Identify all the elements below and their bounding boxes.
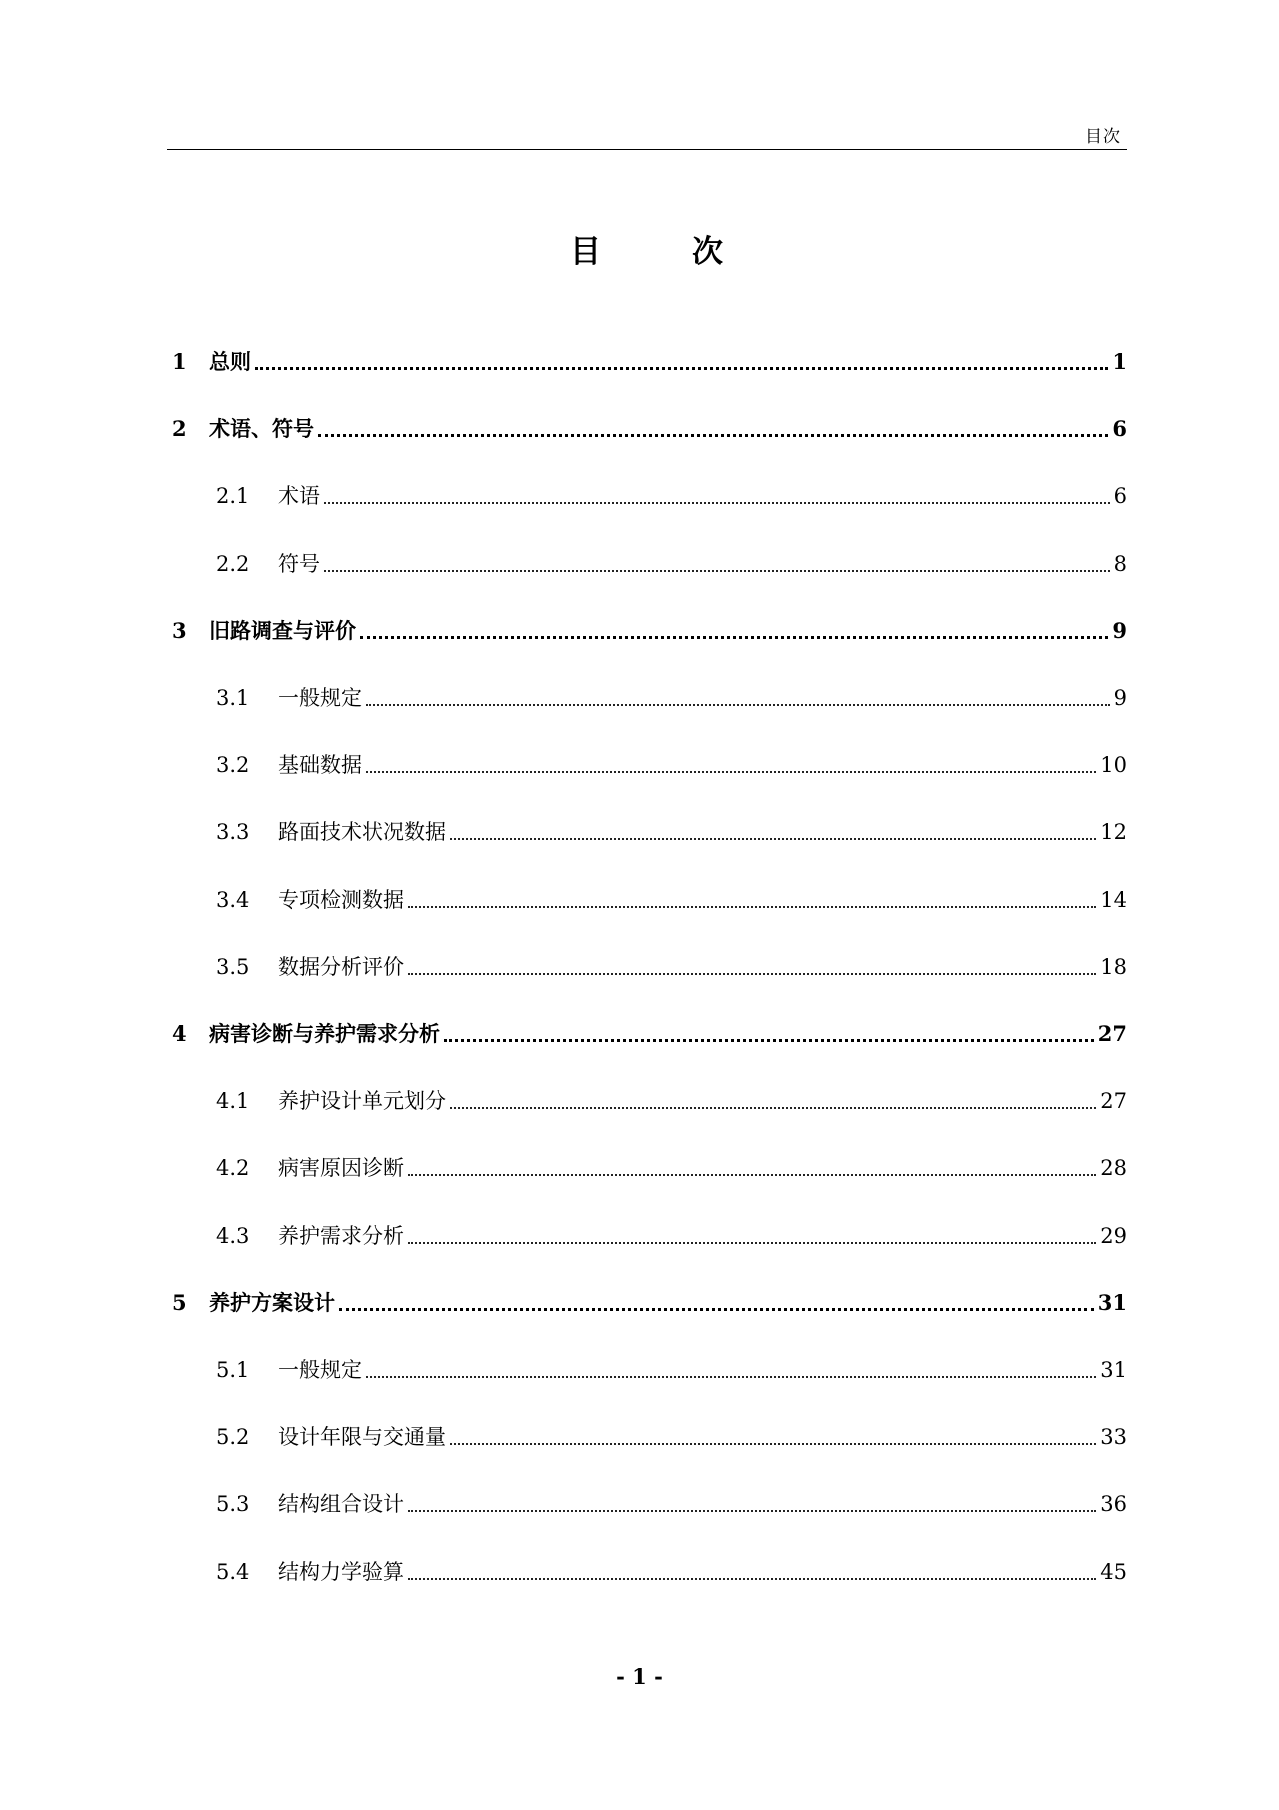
toc-entry-2-1[interactable] [167, 469, 1127, 509]
toc-entry-1[interactable] [167, 335, 1127, 375]
toc-entry-label: 基础数据 [278, 753, 362, 778]
toc-entry-label: 养护设计单元划分 [278, 1089, 446, 1114]
toc-entry-page-number: 10 [1100, 753, 1127, 778]
toc-dot-leader [339, 1308, 1094, 1311]
toc-entry-page-number: 6 [1112, 416, 1127, 442]
toc-dot-leader [360, 636, 1108, 639]
toc-dot-leader [408, 973, 1096, 975]
toc-entry-number: 5 [172, 1289, 187, 1315]
toc-entry-4-2[interactable] [167, 1141, 1127, 1181]
toc-entry-label: 总则 [209, 350, 251, 374]
running-header-title: 目次 [1085, 127, 1121, 147]
toc-entry-3-1[interactable] [167, 671, 1127, 711]
toc-entry-4-3[interactable] [167, 1209, 1127, 1249]
toc-dot-leader [408, 1578, 1096, 1580]
toc-entry-page-number: 27 [1100, 1089, 1127, 1114]
toc-entry-2-2[interactable] [167, 537, 1127, 577]
toc-dot-leader [366, 704, 1110, 706]
toc-dot-leader [408, 906, 1096, 908]
toc-dot-leader [450, 838, 1096, 840]
toc-dot-leader [408, 1174, 1096, 1176]
page-title: 目 次 [570, 234, 753, 270]
toc-entry-page-number: 31 [1097, 1289, 1127, 1315]
toc-entry-page-number: 45 [1100, 1559, 1127, 1584]
toc-entry-number: 3.3 [216, 820, 250, 845]
toc-entry-number: 5.1 [216, 1358, 250, 1382]
toc-entry-number: 1 [172, 349, 187, 374]
toc-entry-label: 设计年限与交通量 [278, 1425, 446, 1450]
toc-entry-number: 4.1 [216, 1089, 250, 1114]
toc-entry-3-2[interactable] [167, 738, 1127, 778]
toc-entry-number: 5.3 [216, 1492, 250, 1517]
toc-entry-5-1[interactable] [167, 1343, 1127, 1383]
toc-entry-3-4[interactable] [167, 873, 1127, 913]
toc-entry-page-number: 31 [1100, 1358, 1127, 1382]
toc-dot-leader [366, 771, 1096, 773]
toc-entry-5-2[interactable] [167, 1410, 1127, 1450]
toc-entry-5-3[interactable] [167, 1477, 1127, 1517]
toc-entry-page-number: 6 [1113, 484, 1127, 509]
toc-entry-page-number: 8 [1113, 551, 1127, 576]
toc-entry-page-number: 18 [1100, 954, 1127, 979]
toc-entry-page-number: 12 [1100, 820, 1127, 845]
toc-entry-number: 2.1 [216, 484, 250, 509]
toc-entry-label: 专项检测数据 [278, 887, 404, 912]
toc-entry-3-5[interactable] [167, 940, 1127, 980]
page-number-footer: - 1 - [616, 1664, 663, 1689]
toc-entry-label: 结构组合设计 [278, 1492, 404, 1517]
toc-entry-page-number: 36 [1100, 1492, 1127, 1517]
toc-entry-label: 病害诊断与养护需求分析 [209, 1022, 440, 1046]
toc-entry-label: 一般规定 [278, 686, 362, 710]
toc-entry-3-3[interactable] [167, 805, 1127, 845]
toc-dot-leader [444, 1039, 1094, 1042]
toc-entry-number: 3 [172, 617, 187, 643]
toc-dot-leader [324, 502, 1110, 504]
toc-entry-label: 养护需求分析 [278, 1223, 404, 1248]
toc-entry-number: 4 [172, 1021, 187, 1046]
toc-dot-leader [450, 1443, 1096, 1445]
toc-dot-leader [450, 1107, 1096, 1109]
toc-entry-page-number: 14 [1100, 887, 1127, 912]
toc-entry-number: 2.2 [216, 551, 250, 576]
toc-entry-label: 养护方案设计 [209, 1290, 335, 1315]
toc-entry-label: 一般规定 [278, 1358, 362, 1382]
toc-entry-4[interactable] [167, 1007, 1127, 1047]
toc-entry-number: 3.1 [216, 686, 250, 710]
toc-dot-leader [408, 1510, 1096, 1512]
toc-dot-leader [318, 434, 1108, 437]
toc-entry-page-number: 1 [1112, 349, 1127, 374]
toc-entry-number: 4.3 [216, 1223, 250, 1248]
toc-entry-page-number: 29 [1100, 1223, 1127, 1248]
toc-entry-label: 术语、符号 [209, 417, 314, 442]
toc-entry-number: 3.5 [216, 954, 250, 979]
toc-entry-label: 数据分析评价 [278, 954, 404, 979]
toc-dot-leader [408, 1242, 1096, 1244]
toc-entry-label: 旧路调查与评价 [209, 618, 356, 643]
toc-entry-number: 2 [172, 416, 187, 442]
toc-entry-number: 5.4 [216, 1559, 250, 1584]
toc-dot-leader [255, 367, 1108, 370]
toc-entry-2[interactable] [167, 402, 1127, 442]
running-header [167, 112, 1127, 150]
toc-dot-leader [366, 1376, 1096, 1378]
toc-entry-label: 路面技术状况数据 [278, 820, 446, 845]
toc-entry-number: 4.2 [216, 1156, 250, 1181]
toc-entry-number: 3.2 [216, 753, 250, 778]
toc-entry-label: 结构力学验算 [278, 1559, 404, 1584]
toc-entry-page-number: 9 [1112, 617, 1127, 643]
toc-entry-5[interactable] [167, 1276, 1127, 1316]
toc-entry-number: 3.4 [216, 887, 250, 912]
toc-entry-number: 5.2 [216, 1425, 250, 1450]
toc-entry-label: 符号 [278, 551, 320, 576]
toc-entry-page-number: 27 [1097, 1021, 1127, 1046]
toc-dot-leader [324, 570, 1110, 572]
toc-entry-page-number: 28 [1100, 1156, 1127, 1181]
toc-entry-3[interactable] [167, 604, 1127, 644]
toc-entry-label: 术语 [278, 484, 320, 509]
toc-entry-page-number: 9 [1113, 686, 1127, 710]
toc-entry-5-4[interactable] [167, 1545, 1127, 1585]
toc-entry-4-1[interactable] [167, 1074, 1127, 1114]
toc-entry-label: 病害原因诊断 [278, 1156, 404, 1181]
toc-entry-page-number: 33 [1100, 1425, 1127, 1450]
